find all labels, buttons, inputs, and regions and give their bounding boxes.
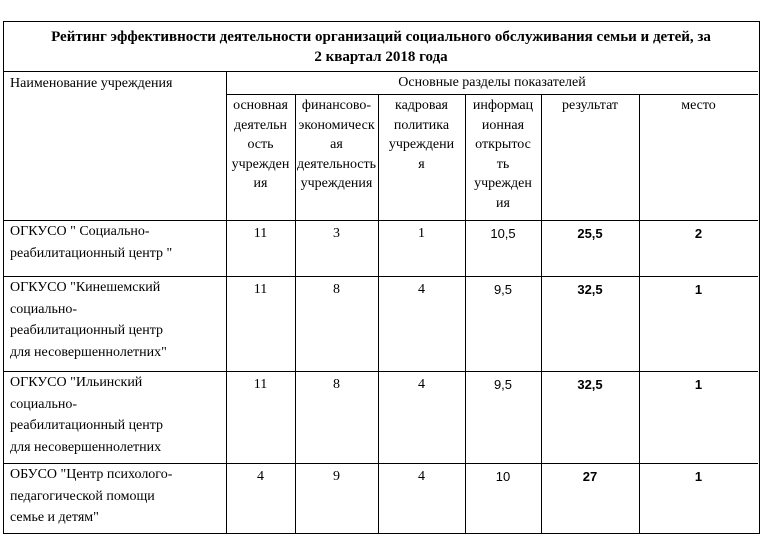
score-openness: 9,5 [493, 282, 513, 297]
header-indicator-group: Основные разделы показателей [398, 75, 586, 90]
institution-name-line: для несовершеннолетних [10, 439, 162, 455]
column-header-line: учреждени [388, 137, 455, 152]
column-header-line: основная [233, 98, 288, 113]
institution-name-line: реабилитационный центр " [10, 245, 173, 261]
column-header-4 [465, 96, 541, 213]
score-personnel: 4 [418, 282, 425, 297]
score-main-activity: 4 [257, 469, 264, 484]
column-header-line: место [681, 98, 716, 113]
score-personnel: 4 [418, 377, 425, 392]
score-financial: 3 [333, 226, 340, 241]
column-header-line: деятельность [296, 156, 377, 172]
column-header-line: ия [496, 195, 510, 211]
grid-hline [4, 276, 758, 277]
score-main-activity: 11 [253, 282, 268, 297]
column-header-line: я [418, 156, 425, 172]
score-place: 1 [694, 469, 703, 484]
score-result: 32,5 [577, 282, 603, 297]
grid-hline [4, 220, 758, 221]
header-name-column: Наименование учреждения [10, 76, 173, 91]
score-personnel: 4 [418, 469, 425, 484]
row-institution-name [10, 221, 225, 264]
column-header-3 [378, 96, 465, 174]
score-openness: 9,5 [493, 377, 513, 392]
grid-vline [465, 94, 466, 533]
column-header-line: открытос [475, 137, 531, 152]
score-place: 2 [694, 226, 703, 241]
column-header-line: ия [253, 176, 268, 191]
grid-hline [226, 94, 758, 95]
column-header-line: ая [330, 137, 343, 152]
column-header-line: учрежден [474, 176, 532, 191]
row-institution-name [10, 464, 225, 529]
column-header-2 [295, 96, 378, 194]
column-header-line: ть [496, 156, 510, 172]
column-header-line: учрежден [231, 156, 290, 172]
institution-name-line: семье и детям" [10, 510, 99, 525]
column-header-line: кадровая [394, 98, 448, 113]
score-result: 32,5 [577, 377, 603, 392]
score-financial: 9 [333, 469, 340, 484]
score-financial: 8 [333, 377, 340, 392]
column-header-line: информац [472, 98, 534, 113]
column-header-line: ость [247, 137, 274, 152]
score-openness: 10,5 [490, 226, 516, 241]
row-institution-name [10, 277, 225, 363]
column-header-line: политика [393, 117, 450, 133]
column-header-line: финансово- [301, 98, 372, 113]
institution-name-line: ОГКУСО "Кинешемский [10, 280, 161, 295]
institution-name-line: реабилитационный центр [10, 418, 164, 433]
grid-vline [295, 94, 296, 533]
score-main-activity: 11 [253, 377, 268, 392]
column-header-6 [639, 96, 758, 116]
rating-table [3, 21, 760, 534]
column-header-line: учреждения [300, 176, 373, 191]
row-institution-name [10, 372, 225, 458]
column-header-line: экономическ [298, 117, 375, 133]
grid-hline [4, 371, 758, 372]
institution-name-line: реабилитационный центр [10, 323, 164, 338]
score-openness: 10 [495, 469, 511, 484]
grid-vline [639, 94, 640, 533]
institution-name-line: социально- [10, 396, 78, 412]
score-main-activity: 11 [253, 226, 268, 241]
score-place: 1 [694, 282, 703, 297]
column-header-5 [541, 96, 639, 116]
table-title [4, 22, 758, 72]
institution-name-line: ОГКУСО " Социально- [10, 224, 150, 239]
institution-name-line: ОГКУСО "Ильинский [10, 375, 143, 390]
institution-name-line: социально- [10, 301, 78, 317]
score-personnel: 1 [418, 226, 425, 241]
institution-name-line: ОБУСО "Центр психолого- [10, 467, 173, 482]
title-line-1: Рейтинг эффективности деятельности организаций социального обслуживания семьи и детей, за [51, 29, 711, 45]
score-result: 27 [582, 469, 598, 484]
grid-vline [541, 94, 542, 533]
title-line-2: 2 квартал 2018 года [314, 49, 448, 65]
score-place: 1 [694, 377, 703, 392]
score-financial: 8 [333, 282, 340, 297]
column-header-line: результат [561, 98, 619, 113]
grid-hline [4, 463, 758, 464]
column-header-1 [226, 96, 295, 194]
column-header-line: ионная [481, 117, 525, 133]
grid-vline [378, 94, 379, 533]
column-header-line: деятельн [234, 117, 287, 133]
institution-name-line: педагогической помощи [10, 488, 155, 504]
score-result: 25,5 [577, 226, 603, 241]
institution-name-line: для несовершеннолетних" [10, 344, 167, 360]
